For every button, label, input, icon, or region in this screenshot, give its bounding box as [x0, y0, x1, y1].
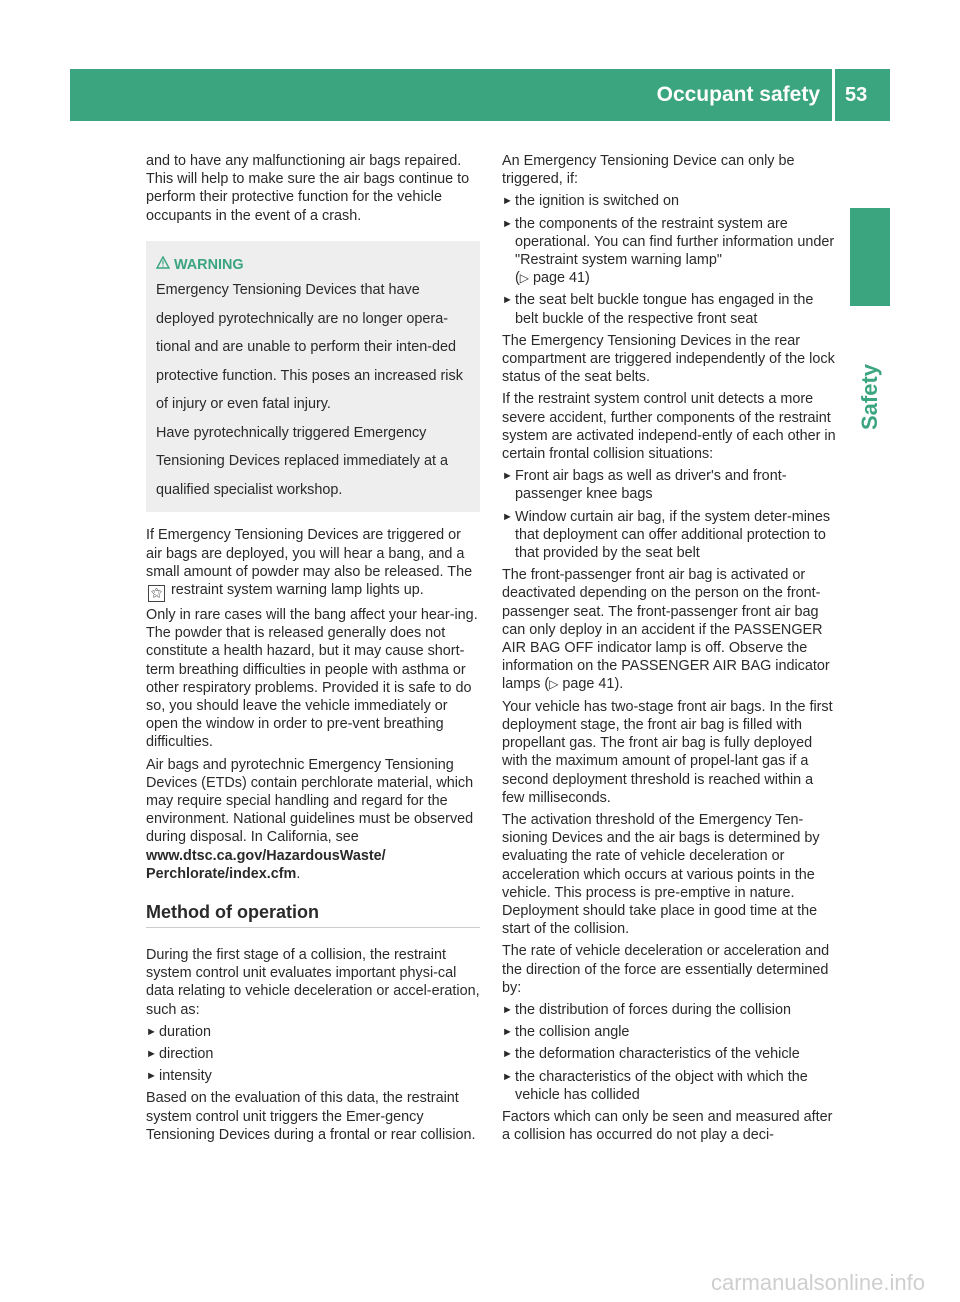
warning-text: Have pyrotechnically triggered Emergency Tensioning Devices replaced immediately at a qualified specialist workshop.: [156, 424, 448, 498]
list-item: ► the collision angle: [502, 1024, 630, 1041]
list-item: ► direction: [146, 1045, 214, 1062]
section-divider: [146, 927, 480, 928]
header-divider: [832, 69, 835, 121]
list-item: ► Window curtain air bag, if the system deter-mines that deployment can offer additional protection to that provided by the seat belt: [502, 508, 831, 562]
bullet-icon: ►: [502, 1026, 513, 1039]
watermark: carmanualsonline.info: [710, 1270, 925, 1295]
paragraph: The Emergency Tensioning Devices in the rear compartment are triggered independently of the lock status of the seat belts.: [502, 332, 835, 386]
warning-box: [146, 241, 480, 513]
paragraph: The rate of vehicle deceleration or acceleration and the direction of the force are essentially determined by:: [502, 943, 830, 996]
page-reference-arrow-icon: ▷: [549, 677, 559, 692]
page-header: [70, 69, 890, 121]
paragraph: Factors which can only be seen and measured after a collision has occurred do not play a deci-: [502, 1108, 833, 1144]
list-item: ► the deformation characteristics of the vehicle: [502, 1046, 800, 1063]
bullet-icon: ►: [502, 195, 513, 208]
bullet-icon: ►: [502, 1003, 513, 1016]
page-reference-link[interactable]: page 41).: [562, 676, 624, 693]
paragraph: Your vehicle has two-stage front air bags. In the first deployment stage, the front air bag is filled with propellant gas. The front air bag is fully deployed with the maximum amount of propel-lant gas if a second deployment threshold is reached within a few milliseconds.: [502, 698, 833, 806]
right-column: [502, 152, 836, 1148]
section-tab-label: Safety: [857, 363, 882, 430]
paragraph: If the restraint system control unit detects a more severe accident, further components of the restraint system are activated independ-ently of each other in certain frontal collision situations:: [502, 391, 836, 463]
list-item: ► the characteristics of the object with which the vehicle has collided: [502, 1068, 808, 1103]
bullet-icon: ►: [502, 510, 513, 523]
paragraph: During the first stage of a collision, the restraint system control unit evaluates important physi-cal data relating to vehicle deceleration or accel-eration, such as:: [146, 946, 480, 1018]
warning-heading: WARNING: [156, 251, 472, 280]
paragraph: The front-passenger front air bag is activated or deactivated depending on the person on the front-passenger seat. The front-passenger front air bag can only deploy in an accident if the PASSENGER AIR BAG OFF indicator lamp is off. Observe the information on the PASSENGER AIR BAG indicator lamps (▷ page 41).: [502, 567, 830, 693]
page-reference-arrow-icon: ▷: [519, 271, 530, 286]
bullet-icon: ►: [502, 1070, 513, 1083]
bullet-list: [502, 192, 836, 327]
paragraph: An Emergency Tensioning Device can only be triggered, if:: [502, 153, 795, 188]
list-item: ► the distribution of forces during the collision: [502, 1001, 791, 1018]
bullet-icon: ►: [502, 217, 513, 230]
bullet-list: [502, 1001, 836, 1104]
page-reference-link[interactable]: page 41): [533, 270, 590, 287]
warning-triangle-icon: [156, 251, 174, 280]
paragraph: Air bags and pyrotechnic Emergency Tensioning Devices (ETDs) contain perchlorate material, which may require special handling and regard for the environment. National guidelines must be observed during disposal. In California, see www.dtsc.ca.gov/HazardousWaste/ Perchlorate/index.cfm.: [146, 756, 474, 882]
section-tab: [850, 208, 890, 306]
bullet-icon: ►: [146, 1070, 157, 1083]
list-item: ► the seat belt buckle tongue has engaged in the belt buckle of the respective front seat: [502, 292, 814, 327]
bullet-icon: ►: [146, 1047, 157, 1060]
paragraph: and to have any malfunctioning air bags repaired. This will help to make sure the air bags continue to perform their protective function for the vehicle occupants in the event of a crash.: [146, 153, 470, 224]
chapter-title: Occupant safety: [656, 83, 820, 106]
bullet-icon: ►: [502, 1048, 513, 1061]
page-number: 53: [845, 84, 868, 106]
section-title: Method of operation: [146, 901, 319, 922]
paragraph: The activation threshold of the Emergency Ten-sioning Devices and the air bags is determined by evaluating the rate of vehicle deceleration or acceleration which occurs at various points in the vehicle. This process is pre-emptive in nature. Deployment should take place in good time at the start of the collision.: [502, 811, 820, 938]
bullet-list: [146, 1023, 480, 1086]
bullet-list: [502, 467, 836, 562]
list-item: ► the components of the restraint system are operational. You can find further information under "Restraint system warning lamp" (▷ page 41): [502, 215, 835, 287]
restraint-system-warning-lamp-icon: ⚝: [148, 585, 165, 602]
paragraph: Only in rare cases will the bang affect your hear-ing. The powder that is released generally does not constitute a health hazard, but it may cause short-term breathing difficulties in people with asthma or other respiratory problems. Provided it is safe to do so, you should leave the vehicle immediately or open the window in order to pre-vent breathing difficulties.: [146, 606, 478, 751]
warning-text: Emergency Tensioning Devices that have deployed pyrotechnically are no longer opera-tional and are unable to perform their inten-ded protective function. This poses an increased risk of injury or even fatal injury.: [156, 282, 463, 413]
bullet-icon: ►: [502, 294, 513, 307]
website-link-continued[interactable]: Perchlorate/index.cfm: [146, 865, 297, 882]
list-item: ► intensity: [146, 1068, 212, 1085]
bullet-icon: ►: [146, 1025, 157, 1038]
paragraph: Based on the evaluation of this data, the restraint system control unit triggers the Emer-gency Tensioning Devices during a frontal or rear collision.: [146, 1090, 476, 1143]
list-item: ► duration: [146, 1023, 212, 1040]
website-link[interactable]: www.dtsc.ca.gov/HazardousWaste/: [146, 847, 386, 864]
left-column: [146, 152, 480, 1148]
list-item: ► the ignition is switched on: [502, 193, 679, 210]
bullet-icon: ►: [502, 470, 513, 483]
paragraph: If Emergency Tensioning Devices are triggered or air bags are deployed, you will hear a bang, and a small amount of powder may also be released. The ⚝ restraint system warning lamp lights up.: [146, 526, 480, 602]
list-item: ► Front air bags as well as driver's and front-passenger knee bags: [502, 468, 787, 503]
